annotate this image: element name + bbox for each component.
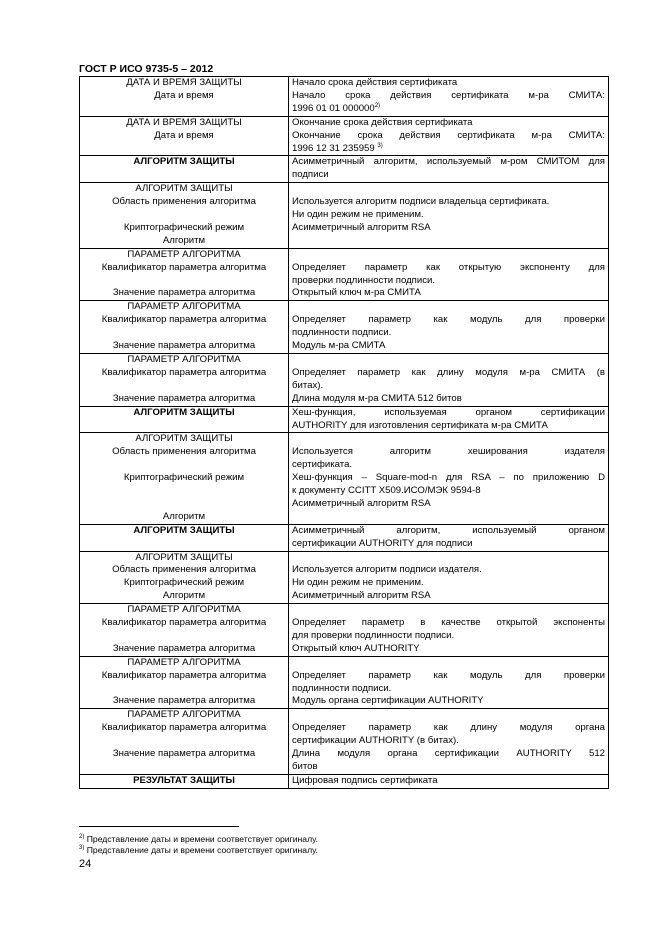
description-line: Определяет параметр как модуль для проверки (292, 669, 605, 681)
description-line (292, 143, 605, 156)
description-line: Определяет параметр как открытую экспоненту для (292, 261, 605, 273)
description-line: Асимметричный алгоритм, используемый м-ром СМИТОМ для подписи (292, 156, 605, 181)
segment-cell (80, 353, 289, 406)
table-row (80, 433, 609, 524)
description-line: битов (292, 760, 318, 772)
footnote-separator (79, 826, 239, 827)
description-line: AUTHORITY для изготовления сертификата м-ра СМИТА (292, 419, 548, 431)
spacer-line (83, 683, 285, 696)
description-line: Длина модуля м-ра СМИТА 512 битов (292, 392, 462, 404)
description-cell (289, 116, 609, 156)
description-cell (289, 77, 609, 117)
data-element-name: Квалификатор параметра алгоритма (101, 722, 267, 734)
segment-name: ДАТА И ВРЕМЯ ЗАЩИТЫ (126, 116, 242, 128)
description-line: Асимметричный алгоритм RSA (292, 221, 431, 233)
description-cell (289, 656, 609, 709)
date-value: 1996 01 01 000000 (292, 102, 375, 114)
table-row (80, 77, 609, 117)
segment-name: АЛГОРИТМ ЗАЩИТЫ (133, 156, 235, 168)
description-line: Окончание срока действия сертификата м-ра СМИТА: (292, 129, 605, 141)
footnote-3 (79, 845, 318, 855)
segment-cell (80, 656, 289, 709)
description-line: проверки подлинности подписи. (292, 274, 436, 286)
description-line: Хеш-функция – Square-mod-n для RSA – по приложению D (292, 472, 605, 484)
footnote-ref: 2) (374, 102, 381, 109)
spacer-line (83, 459, 285, 472)
spacer-line (292, 433, 605, 446)
table-row (80, 156, 609, 183)
segment-cell (80, 248, 289, 301)
data-element-name: Дата и время (154, 89, 214, 101)
description-line: сертификата. (292, 459, 353, 471)
description-line: Используется алгоритм хеширования издателя (292, 446, 605, 458)
spacer-line (83, 380, 285, 393)
table-row (80, 116, 609, 156)
table-row (80, 524, 609, 551)
spacer-line (292, 657, 605, 670)
spacer-line (292, 552, 605, 565)
segment-name: ПАРАМЕТР АЛГОРИТМА (127, 656, 241, 668)
description-line: Открытый ключ AUTHORITY (292, 642, 420, 654)
segment-cell (80, 116, 289, 156)
description-line: Начало срока действия сертификата м-ра СМИТА: (292, 89, 605, 101)
segment-cell (80, 183, 289, 249)
segment-name: АЛГОРИТМ ЗАЩИТЫ (135, 433, 233, 445)
description-line: Определяет параметр как длину модуля м-ра СМИТА (в (292, 366, 605, 378)
segment-name: АЛГОРИТМ ЗАЩИТЫ (133, 524, 235, 536)
data-element-name: Алгоритм (162, 234, 206, 246)
description-line: битах). (292, 379, 324, 391)
description-line: сертификации AUTHORITY (в битах). (292, 735, 459, 747)
segment-cell (80, 551, 289, 604)
description-line: Асимметричный алгоритм RSA (292, 497, 431, 509)
description-line: Определяет параметр как длину модуля органа (292, 722, 605, 734)
description-cell (289, 301, 609, 354)
description-line: подлинности подписи. (292, 682, 392, 694)
spacer-line (292, 183, 605, 196)
description-cell (289, 774, 609, 788)
spacer-line (83, 498, 285, 511)
description-line: Окончание срока действия сертификата (292, 116, 473, 128)
description-cell (289, 604, 609, 657)
data-element-name: Криптографический режим (123, 577, 245, 589)
data-element-name: Квалификатор параметра алгоритма (101, 314, 267, 326)
description-line: Используется алгоритм подписи владельца сертификата. (292, 196, 550, 208)
data-element-name: Область применения алгоритма (112, 446, 256, 458)
data-element-name: Криптографический режим (123, 221, 245, 233)
spacer-line (292, 249, 605, 262)
segment-name: АЛГОРИТМ ЗАЩИТЫ (135, 551, 233, 563)
description-cell (289, 156, 609, 183)
data-element-name: Алгоритм (162, 590, 206, 602)
data-element-name: Квалификатор параметра алгоритма (101, 366, 267, 378)
segment-cell (80, 156, 289, 183)
segment-cell (80, 77, 289, 117)
segment-cell (80, 709, 289, 775)
data-element-name: Значение параметра алгоритма (112, 392, 256, 404)
footnote-mark: 2) (79, 834, 85, 840)
description-line: Хеш-функция, используемая органом сертификации (292, 406, 605, 418)
description-line: подлинности подписи. (292, 327, 392, 339)
description-line: Цифровая подпись сертификата (292, 774, 438, 786)
segment-cell (80, 433, 289, 524)
page-number: 24 (79, 858, 92, 870)
spacer-line (83, 735, 285, 748)
spacer-line (83, 630, 285, 643)
certificate-spec-table (79, 76, 609, 789)
spacer-line (83, 275, 285, 288)
table-row (80, 774, 609, 788)
segment-name: ДАТА И ВРЕМЯ ЗАЩИТЫ (126, 77, 242, 88)
segment-name: ПАРАМЕТР АЛГОРИТМА (127, 604, 241, 616)
data-element-name: Квалификатор параметра алгоритма (101, 617, 267, 629)
data-element-name: Значение параметра алгоритма (112, 642, 256, 654)
description-cell (289, 433, 609, 524)
footnote-text: Представление даты и времени соответствует оригиналу. (84, 845, 318, 855)
data-element-name: Область применения алгоритма (112, 196, 256, 208)
table-row (80, 604, 609, 657)
spacer-line (83, 209, 285, 222)
segment-cell (80, 604, 289, 657)
footnote-2 (79, 834, 318, 844)
table-row (80, 709, 609, 775)
description-line: для проверки подлинности подписи. (292, 629, 455, 641)
data-element-name: Область применения алгоритма (112, 564, 256, 576)
description-line: Длина модуля органа сертификации AUTHORITY 512 (292, 748, 605, 760)
footnote-text: Представление даты и времени соответствует оригиналу. (84, 834, 318, 844)
description-line: сертификации AUTHORITY для подписи (292, 537, 473, 549)
description-line: Асимметричный алгоритм RSA (292, 590, 431, 602)
table-row (80, 248, 609, 301)
table-row (80, 301, 609, 354)
data-element-name: Квалификатор параметра алгоритма (101, 669, 267, 681)
data-element-name: Криптографический режим (123, 472, 245, 484)
description-line (292, 103, 605, 116)
segment-cell (80, 774, 289, 788)
segment-name: ПАРАМЕТР АЛГОРИТМА (127, 353, 241, 365)
table-row (80, 353, 609, 406)
segment-name: ПАРАМЕТР АЛГОРИТМА (127, 248, 241, 260)
footnote-ref: 3) (377, 142, 383, 149)
data-element-name: Значение параметра алгоритма (112, 287, 256, 299)
description-line: Ни один режим не применим. (292, 209, 424, 221)
segment-name: ПАРАМЕТР АЛГОРИТМА (127, 301, 241, 313)
description-cell (289, 353, 609, 406)
description-cell (289, 248, 609, 301)
description-line: Асимметричный алгоритм, используемый органом (292, 524, 605, 536)
data-element-name: Дата и время (154, 129, 214, 141)
spacer-line (292, 354, 605, 367)
spacer-line (83, 485, 285, 498)
data-element-name: Квалификатор параметра алгоритма (101, 261, 267, 273)
data-element-name: Значение параметра алгоритма (112, 695, 256, 707)
footnote-mark: 3) (79, 845, 85, 851)
document-header: ГОСТ Р ИСО 9735-5 – 2012 (79, 63, 214, 75)
description-line: Определяет параметр как модуль для проверки (292, 314, 605, 326)
description-line: Открытый ключ м-ра СМИТА (292, 287, 421, 299)
segment-cell (80, 406, 289, 433)
description-cell (289, 524, 609, 551)
description-line: Определяет параметр в качестве открытой экспоненты (292, 617, 605, 629)
description-cell (289, 709, 609, 775)
description-cell (289, 406, 609, 433)
spacer-line (292, 604, 605, 617)
data-element-name: Значение параметра алгоритма (112, 748, 256, 760)
table-row (80, 656, 609, 709)
segment-name: АЛГОРИТМ ЗАЩИТЫ (133, 406, 235, 418)
segment-name: РЕЗУЛЬТАТ ЗАЩИТЫ (133, 774, 235, 786)
data-element-name: Значение параметра алгоритма (112, 340, 256, 352)
segment-cell (80, 524, 289, 551)
description-cell (289, 183, 609, 249)
description-line: Используется алгоритм подписи издателя. (292, 564, 482, 576)
table-row (80, 406, 609, 433)
spacer-line (292, 301, 605, 314)
description-cell (289, 551, 609, 604)
table-row (80, 183, 609, 249)
description-line: Модуль органа сертификации AUTHORITY (292, 695, 484, 707)
spacer-line (292, 709, 605, 722)
description-line: к документу CCITT X509.ИСО/МЭК 9594-8 (292, 485, 481, 497)
table-row (80, 551, 609, 604)
segment-name: АЛГОРИТМ ЗАЩИТЫ (135, 183, 233, 195)
segment-name: ПАРАМЕТР АЛГОРИТМА (127, 709, 241, 721)
description-line: Модуль м-ра СМИТА (292, 340, 386, 352)
description-line: Ни один режим не применим. (292, 577, 424, 589)
description-line: Начало срока действия сертификата (292, 77, 458, 88)
segment-cell (80, 301, 289, 354)
date-value: 1996 12 31 235959 (292, 142, 378, 154)
data-element-name: Алгоритм (162, 510, 206, 522)
spacer-line (83, 327, 285, 340)
